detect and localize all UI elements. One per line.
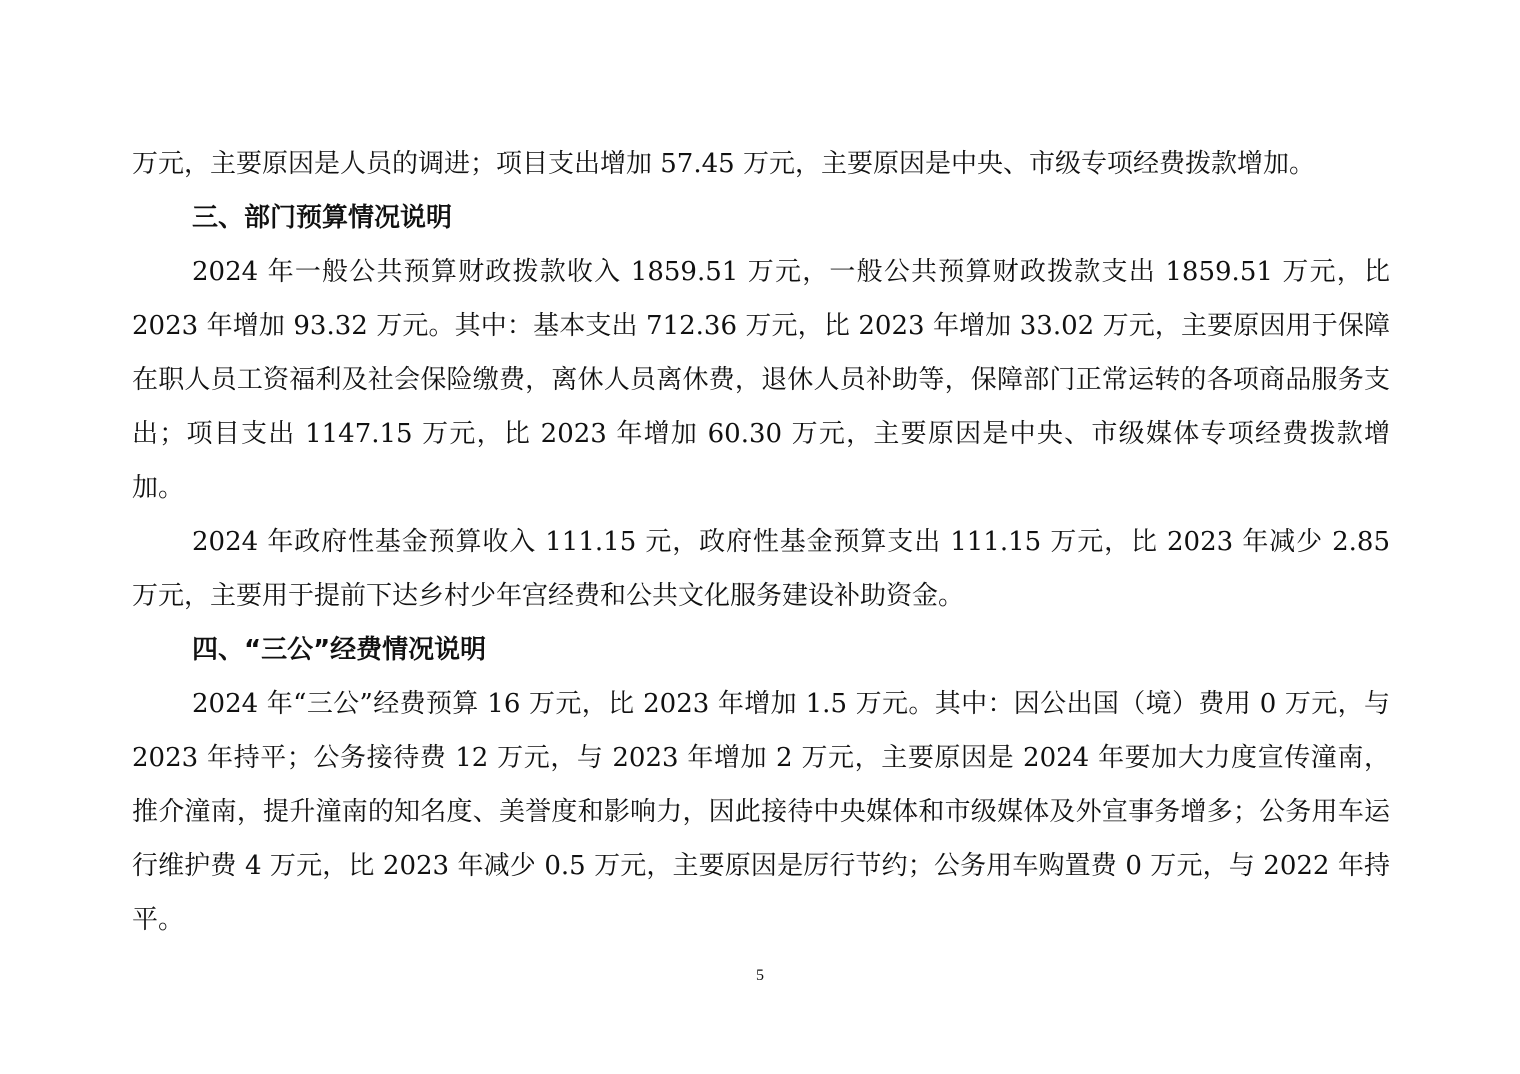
paragraph-three-public-expenses: 2024 年“三公”经费预算 16 万元，比 2023 年增加 1.5 万元。其中：因公出国（境）费用 0 万元，与 2023 年持平；公务接待费 12 万元，与 2023 年增加 2 万元，主要原因是 2024 年要加大力度宣传潼南，推介潼南，提升潼南的知名度、美誉度和影响力，因此接待中央媒体和市级媒体及外宣事务增多；公务用车运行维护费 4 万元，比 2023 年减少 0.5 万元，主要原因是厉行节约；公务用车购置费 0 万元，与 2022 年持平。 [132,689,1390,935]
section-heading-three-public: 四、“三公”经费情况说明 [192,635,487,665]
page-number: 5 [756,967,764,984]
section-heading-budget: 三、部门预算情况说明 [192,203,453,233]
paragraph-continued: 万元，主要原因是人员的调进；项目支出增加 57.45 万元，主要原因是中央、市级专项经费拨款增加。 [132,149,1315,179]
paragraph-government-fund: 2024 年政府性基金预算收入 111.15 元，政府性基金预算支出 111.15 万元，比 2023 年减少 2.85 万元，主要用于提前下达乡村少年宫经费和公共文化服务建设补助资金。 [132,527,1390,611]
paragraph-general-budget: 2024 年一般公共预算财政拨款收入 1859.51 万元，一般公共预算财政拨款支出 1859.51 万元，比 2023 年增加 93.32 万元。其中：基本支出 712.36 万元，比 2023 年增加 33.02 万元，主要原因用于保障在职人员工资福利及社会保险缴费，离休人员离休费，退休人员补助等，保障部门正常运转的各项商品服务支出；项目支出 1147.15 万元，比 2023 年增加 60.30 万元，主要原因是中央、市级媒体专项经费拨款增加。 [132,257,1390,503]
document-page [132,137,1390,947]
